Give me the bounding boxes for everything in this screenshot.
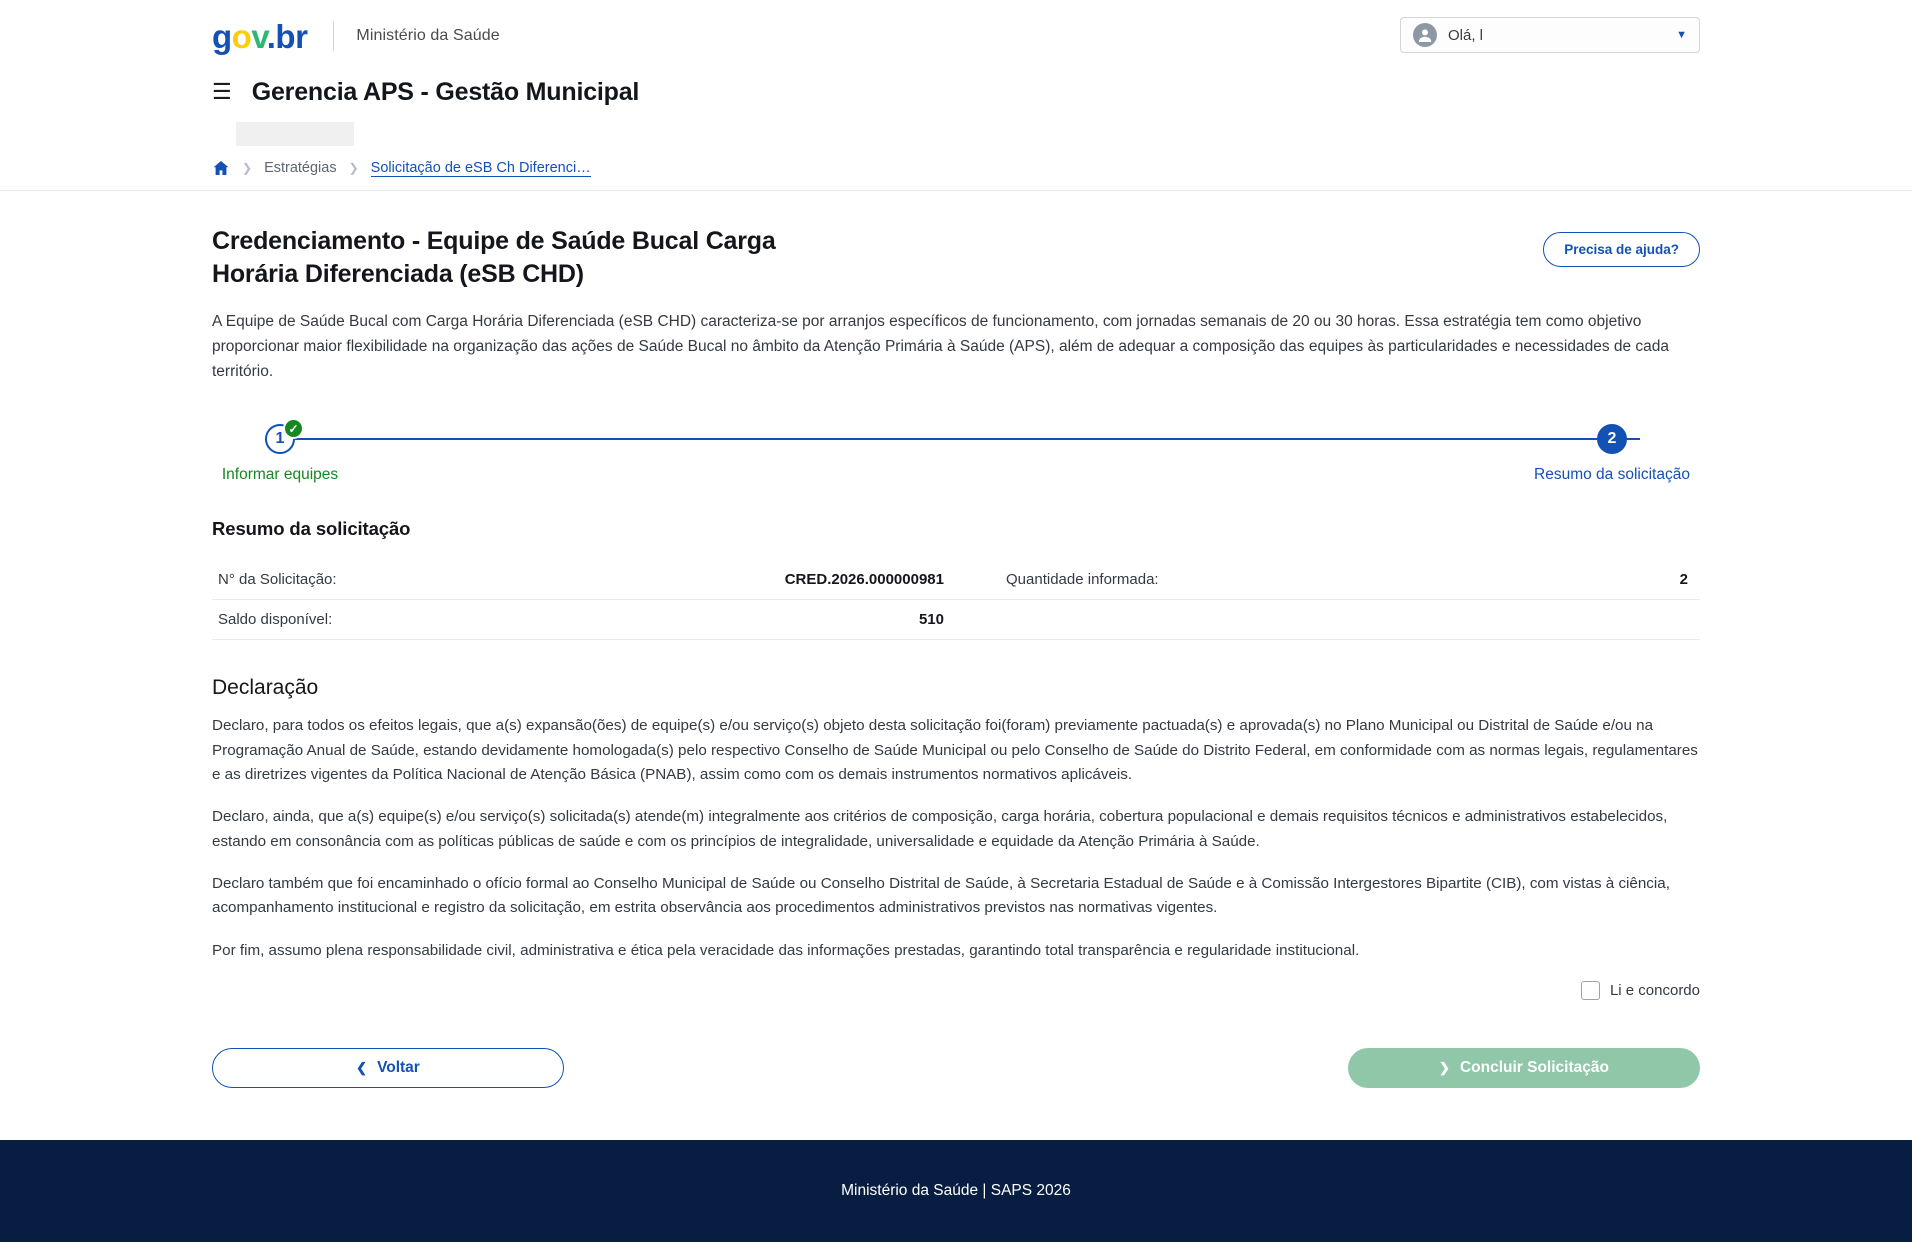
form-actions [212, 1048, 1700, 1140]
summary-value: 2 [1679, 571, 1688, 589]
help-button[interactable]: Precisa de ajuda? [1543, 232, 1700, 267]
step-informar-equipes[interactable] [212, 421, 348, 484]
summary-value: 510 [918, 611, 944, 629]
declaration-paragraph-1: Declaro, para todos os efeitos legais, que a(s) expansão(ões) de equipe(s) e/ou serviço(s) objeto desta solicitação foi(foram) previamente pactuada(s) e aprovada(s) no Plano Municipal ou Distrital de Saúde e/ou na Programação Anual de Saúde, estando devidamente homologada(s) pelo respectivo Conselho de Saúde Municipal ou pelo Conselho de Saúde do Distrito Federal, em conformidade com as normas legais, regulamentares e as diretrizes vigentes da Política Nacional de Atenção Básica (PNAB), assim como com os demais instrumentos normativos aplicáveis. [212, 717, 1698, 783]
declaration-title: Declaração [212, 676, 319, 700]
breadcrumb-separator: ❯ [348, 161, 359, 175]
page-footer [0, 1140, 1912, 1242]
step-1-number: 1 [275, 430, 285, 448]
table-row [212, 600, 1700, 640]
step-1-label: Informar equipes [221, 466, 339, 484]
footer-text: Ministério da Saúde | SAPS 2026 [841, 1181, 1071, 1199]
summary-cell-empty [956, 611, 1700, 628]
submit-button-label: Concluir Solicitação [1459, 1058, 1609, 1076]
check-icon: ✓ [283, 418, 304, 439]
title-placeholder-block [236, 122, 354, 146]
agree-checkbox[interactable] [1581, 981, 1600, 1000]
step-2-label: Resumo da solicitação [1534, 466, 1690, 484]
chevron-right-icon: ❯ [1439, 1059, 1450, 1075]
summary-value [1350, 611, 1700, 628]
avatar-icon [1413, 23, 1437, 47]
home-icon[interactable] [212, 159, 230, 177]
app-title: Gerencia APS - Gestão Municipal [251, 77, 640, 106]
submit-button[interactable] [1348, 1048, 1700, 1088]
menu-icon[interactable]: ☰ [212, 79, 232, 104]
step-resumo-solicitacao[interactable] [1524, 424, 1700, 484]
summary-cell-saldo [212, 611, 956, 628]
govbr-logo: gov.br [212, 17, 308, 55]
summary-key: Quantidade informada: [1006, 571, 1159, 589]
header-divider [333, 21, 334, 51]
chevron-down-icon[interactable]: ▼ [1676, 29, 1687, 41]
step-2-number: 2 [1607, 430, 1617, 448]
summary-cell-quantidade [956, 571, 1700, 588]
summary-cell-solicitacao [212, 571, 956, 588]
page-title: Credenciamento - Equipe de Saúde Bucal Carga Horária Diferenciada (eSB CHD) [212, 227, 776, 288]
account-menu[interactable] [1400, 17, 1700, 53]
progress-stepper [212, 421, 1700, 490]
table-row [212, 560, 1700, 600]
ministry-label: Ministério da Saúde [356, 27, 500, 44]
stepper-track [272, 438, 1640, 440]
breadcrumb-item-solicitacao[interactable]: Solicitação de eSB Ch Diferenci… [370, 159, 591, 176]
back-button-label: Voltar [377, 1058, 420, 1076]
breadcrumb-separator: ❯ [242, 161, 253, 175]
main-content [0, 191, 1912, 1140]
chevron-left-icon: ❮ [356, 1059, 368, 1075]
declaration-paragraph-4: Por fim, assumo plena responsabilidade civil, administrativa e ética pela veracidade das informações prestadas, garantindo total transparência e regularidade institucional. [212, 941, 1360, 959]
summary-key: Saldo disponível: [218, 611, 333, 629]
summary-key: N° da Solicitação: [218, 571, 337, 589]
agree-row [212, 981, 1700, 1000]
app-title-row [0, 72, 1912, 112]
summary-key [956, 611, 1350, 628]
page-header-row [212, 191, 1700, 291]
step-1-bubble [265, 421, 299, 454]
summary-title: Resumo da solicitação [212, 518, 411, 540]
summary-value: CRED.2026.000000981 [784, 571, 944, 589]
back-button[interactable] [212, 1048, 564, 1088]
page-intro-text: A Equipe de Saúde Bucal com Carga Horária Diferenciada (eSB CHD) caracteriza-se por arranjos específicos de funcionamento, com jornadas semanais de 20 ou 30 horas. Essa estratégia tem como objetivo proporcionar maior flexibilidade na organização das ações de Saúde Bucal no âmbito da Atenção Primária à Saúde (APS), além de adequar a composição das equipes às particularidades e necessidades de cada território. [212, 313, 1670, 381]
declaration-paragraph-2: Declaro, ainda, que a(s) equipe(s) e/ou serviço(s) solicitada(s) atende(m) integralmente aos critérios de composição, carga horária, cobertura populacional e demais requisitos técnicos e administrativos estabelecidos, estando em consonância com as políticas públicas de saúde e com os princípios de integralidade, universalidade e equidade da Atenção Primária à Saúde. [212, 808, 1668, 850]
breadcrumb-item-estrategias[interactable]: Estratégias [264, 160, 337, 176]
declaration-paragraph-3: Declaro também que foi encaminhado o ofício formal ao Conselho Municipal de Saúde ou Conselho Distrital de Saúde, à Secretaria Estadual de Saúde e à Comissão Intergestores Bipartite (CIB), com vistas à ciência, acompanhamento institucional e registro da solicitação, em estrita observância aos procedimentos administrativos previstos nas normativas vigentes. [212, 874, 1670, 917]
step-2-bubble [1597, 424, 1627, 454]
breadcrumb [0, 146, 1912, 191]
account-name: Olá, l [1448, 26, 1484, 44]
agree-label: Li e concordo [1609, 981, 1700, 999]
summary-table [212, 560, 1700, 640]
